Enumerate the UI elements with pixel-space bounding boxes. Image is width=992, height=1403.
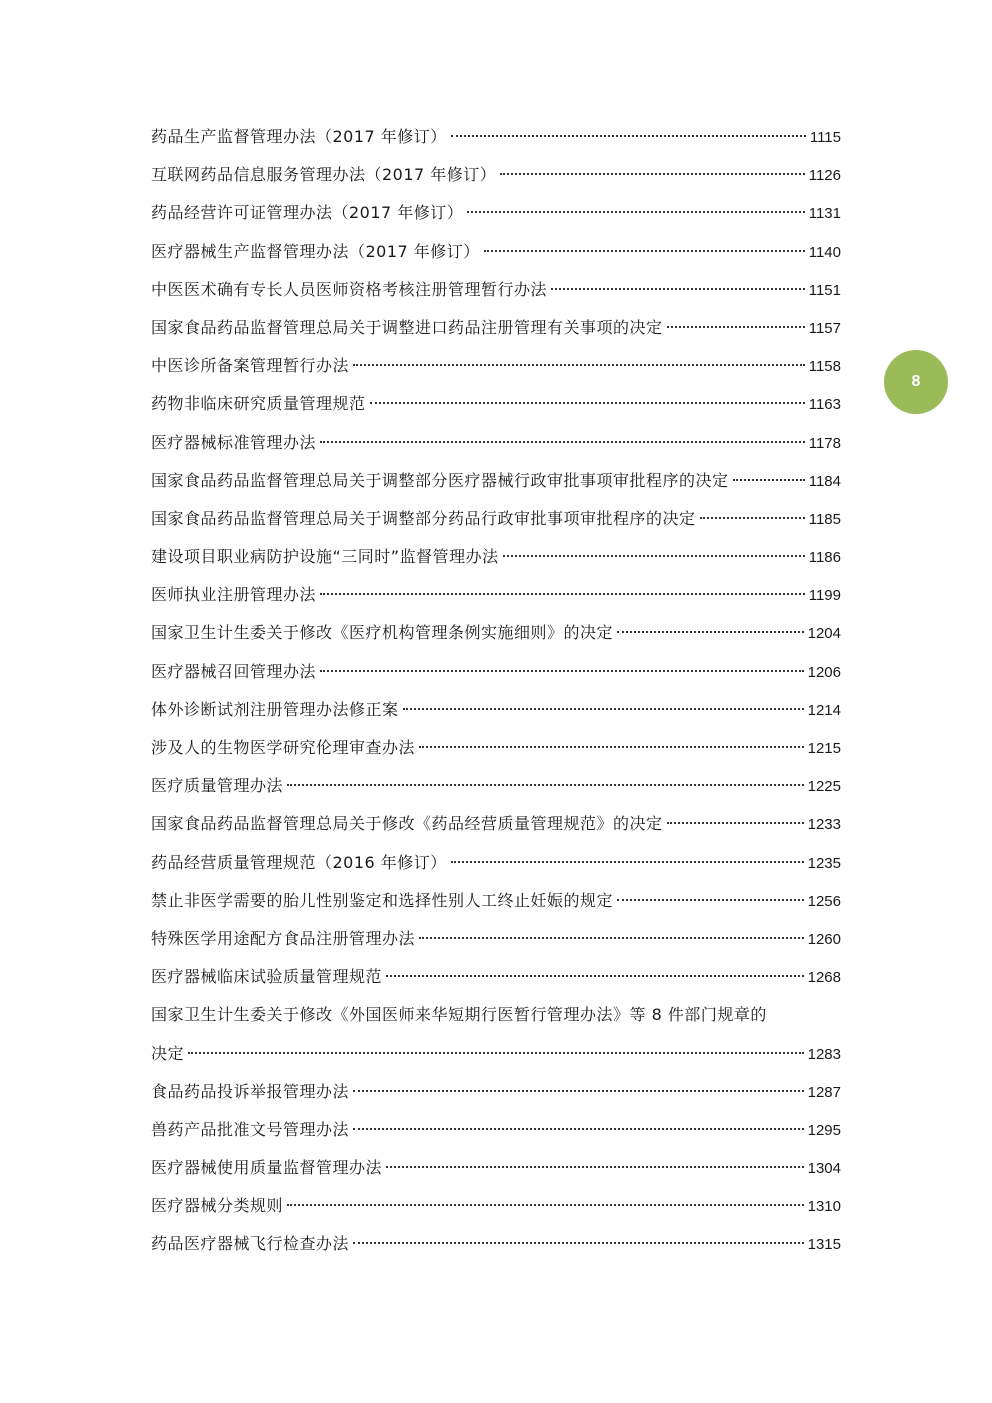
toc-entry-page: 1178 bbox=[808, 434, 841, 452]
toc-entry[interactable] bbox=[151, 767, 841, 805]
toc-entry-page: 1163 bbox=[808, 396, 841, 414]
toc-entry-page: 1158 bbox=[808, 358, 841, 376]
toc-entry-line2 bbox=[151, 1035, 841, 1073]
toc-entry-title: 国家卫生计生委关于修改《医疗机构管理条例实施细则》的决定 bbox=[151, 623, 614, 643]
toc-entry[interactable] bbox=[151, 118, 841, 156]
toc-entry-page: 1126 bbox=[808, 167, 841, 185]
dot-leader bbox=[353, 364, 805, 366]
toc-entry-page: 1215 bbox=[807, 740, 841, 757]
dot-leader bbox=[733, 479, 805, 481]
toc-entry-title: 国家食品药品监督管理总局关于修改《药品经营质量管理规范》的决定 bbox=[151, 814, 663, 834]
toc-entry-page: 1140 bbox=[808, 243, 841, 261]
toc-entry[interactable] bbox=[151, 614, 841, 652]
dot-leader bbox=[451, 861, 804, 863]
dot-leader bbox=[419, 746, 804, 748]
toc-entry[interactable] bbox=[151, 500, 841, 538]
dot-leader bbox=[320, 593, 805, 595]
toc-entry-title: 禁止非医学需要的胎儿性别鉴定和选择性别人工终止妊娠的规定 bbox=[151, 890, 614, 910]
toc-entry-page: 1199 bbox=[808, 587, 841, 605]
toc-entry[interactable] bbox=[151, 1149, 841, 1187]
dot-leader bbox=[551, 288, 805, 290]
dot-leader bbox=[667, 326, 805, 328]
toc-entry-title: 药品生产监督管理办法（2017 年修订） bbox=[151, 127, 447, 146]
dot-leader bbox=[617, 899, 804, 901]
dot-leader bbox=[467, 211, 804, 213]
dot-leader bbox=[287, 1204, 804, 1206]
dot-leader bbox=[700, 517, 805, 519]
toc-entry-title: 中医诊所备案管理暂行办法 bbox=[151, 356, 350, 376]
toc-entry-page: 1260 bbox=[807, 930, 841, 948]
toc-entry-page: 1157 bbox=[808, 319, 841, 337]
toc-entry[interactable] bbox=[151, 1073, 841, 1111]
toc-entry-page: 1310 bbox=[807, 1198, 841, 1216]
toc-entry-page: 1287 bbox=[807, 1083, 841, 1101]
toc-entry[interactable] bbox=[151, 462, 841, 500]
toc-entry-page: 1233 bbox=[807, 816, 841, 834]
dot-leader bbox=[370, 402, 805, 404]
toc-entry-title: 特殊医学用途配方食品注册管理办法 bbox=[151, 928, 416, 948]
toc-entry-page: 1268 bbox=[807, 969, 841, 987]
toc-entry[interactable] bbox=[151, 882, 841, 920]
toc-entry-title: 建设项目职业病防护设施“三同时”监督管理办法 bbox=[151, 547, 499, 567]
toc-entry[interactable] bbox=[151, 691, 841, 729]
toc-entry-title: 医疗器械分类规则 bbox=[151, 1196, 284, 1216]
toc-entry[interactable] bbox=[151, 271, 841, 309]
toc-entry[interactable] bbox=[151, 309, 841, 347]
toc-entry-title: 国家食品药品监督管理总局关于调整部分医疗器械行政审批事项审批程序的决定 bbox=[151, 470, 729, 490]
toc-entry-page: 1283 bbox=[807, 1045, 841, 1063]
toc-entry[interactable] bbox=[151, 156, 841, 194]
toc-entry[interactable] bbox=[151, 920, 841, 958]
toc-entry-page: 1131 bbox=[808, 205, 841, 223]
toc-entry-page: 1295 bbox=[807, 1121, 841, 1139]
toc-entry-title-line2: 决定 bbox=[151, 1043, 185, 1063]
page-number: 8 bbox=[911, 373, 921, 390]
toc-entry-title: 国家食品药品监督管理总局关于调整部分药品行政审批事项审批程序的决定 bbox=[151, 508, 696, 528]
toc-entry-title-line1: 国家卫生计生委关于修改《外国医师来华短期行医暂行管理办法》等 8 件部门规章的 bbox=[151, 1005, 767, 1025]
toc-entry-page: 1256 bbox=[807, 892, 841, 910]
toc-entry-page: 1304 bbox=[807, 1160, 841, 1178]
toc-entry-title: 体外诊断试剂注册管理办法修正案 bbox=[151, 699, 399, 719]
toc-entry[interactable] bbox=[151, 653, 841, 691]
dot-leader bbox=[386, 975, 804, 977]
dot-leader bbox=[403, 708, 804, 710]
dot-leader bbox=[386, 1166, 804, 1168]
toc-entry-title: 医疗器械临床试验质量管理规范 bbox=[151, 967, 383, 987]
dot-leader bbox=[353, 1090, 804, 1092]
toc-entry-page: 1206 bbox=[807, 663, 841, 681]
toc-entry[interactable] bbox=[151, 805, 841, 843]
toc-entry-title: 兽药产品批准文号管理办法 bbox=[151, 1119, 350, 1139]
dot-leader bbox=[419, 937, 804, 939]
toc-entry-page: 1315 bbox=[807, 1236, 841, 1254]
toc-entry[interactable] bbox=[151, 844, 841, 882]
dot-leader bbox=[484, 250, 805, 252]
toc-entry[interactable] bbox=[151, 385, 841, 423]
toc-entry-page: 1235 bbox=[807, 854, 841, 872]
dot-leader bbox=[353, 1128, 804, 1130]
toc-entry-title: 药品经营许可证管理办法（2017 年修订） bbox=[151, 203, 464, 223]
toc-entry[interactable] bbox=[151, 194, 841, 232]
toc-entry[interactable] bbox=[151, 424, 841, 462]
toc-entry-title: 医师执业注册管理办法 bbox=[151, 585, 317, 605]
toc-entry[interactable] bbox=[151, 958, 841, 996]
toc-entry[interactable] bbox=[151, 233, 841, 271]
toc-entry-title: 涉及人的生物医学研究伦理审查办法 bbox=[151, 738, 416, 757]
toc-entry-title: 食品药品投诉举报管理办法 bbox=[151, 1081, 350, 1101]
dot-leader bbox=[451, 135, 806, 137]
toc-entry[interactable] bbox=[151, 729, 841, 767]
toc-entry[interactable] bbox=[151, 1225, 841, 1263]
toc-entry[interactable] bbox=[151, 1187, 841, 1225]
toc-entry-title: 互联网药品信息服务管理办法（2017 年修订） bbox=[151, 165, 497, 185]
dot-leader bbox=[503, 555, 805, 557]
toc-entry-page: 1214 bbox=[807, 701, 841, 719]
toc-entry-title: 药品经营质量管理规范（2016 年修订） bbox=[151, 852, 447, 872]
dot-leader bbox=[287, 784, 804, 786]
dot-leader bbox=[320, 441, 805, 443]
dot-leader bbox=[353, 1242, 804, 1244]
dot-leader bbox=[188, 1052, 804, 1054]
toc-entry-title: 医疗质量管理办法 bbox=[151, 776, 284, 796]
toc-entry[interactable] bbox=[151, 576, 841, 614]
dot-leader bbox=[617, 631, 804, 633]
toc-entry-title: 医疗器械生产监督管理办法（2017 年修订） bbox=[151, 241, 480, 261]
toc-entry-title: 医疗器械标准管理办法 bbox=[151, 432, 317, 452]
toc-entry-title: 药物非临床研究质量管理规范 bbox=[151, 394, 366, 414]
toc-entry-title: 医疗器械使用质量监督管理办法 bbox=[151, 1158, 383, 1178]
dot-leader bbox=[320, 670, 804, 672]
toc-entry-title: 国家食品药品监督管理总局关于调整进口药品注册管理有关事项的决定 bbox=[151, 317, 663, 337]
table-of-contents bbox=[151, 118, 841, 1264]
toc-entry-page: 1184 bbox=[808, 472, 841, 490]
dot-leader bbox=[667, 822, 804, 824]
toc-entry-page: 1225 bbox=[807, 778, 841, 796]
page-number-badge bbox=[884, 350, 948, 414]
toc-entry-title: 中医医术确有专长人员医师资格考核注册管理暂行办法 bbox=[151, 279, 548, 299]
toc-entry[interactable] bbox=[151, 996, 841, 1072]
toc-entry-title: 药品医疗器械飞行检查办法 bbox=[151, 1234, 350, 1254]
toc-entry[interactable] bbox=[151, 347, 841, 385]
dot-leader bbox=[500, 173, 804, 175]
toc-entry-page: 1185 bbox=[808, 510, 841, 528]
toc-entry-page: 1115 bbox=[809, 129, 841, 146]
toc-entry-page: 1204 bbox=[807, 625, 841, 643]
toc-entry[interactable] bbox=[151, 1111, 841, 1149]
toc-entry[interactable] bbox=[151, 538, 841, 576]
toc-entry-page: 1151 bbox=[808, 281, 841, 299]
toc-entry-page: 1186 bbox=[808, 549, 841, 567]
toc-entry-title: 医疗器械召回管理办法 bbox=[151, 661, 317, 681]
